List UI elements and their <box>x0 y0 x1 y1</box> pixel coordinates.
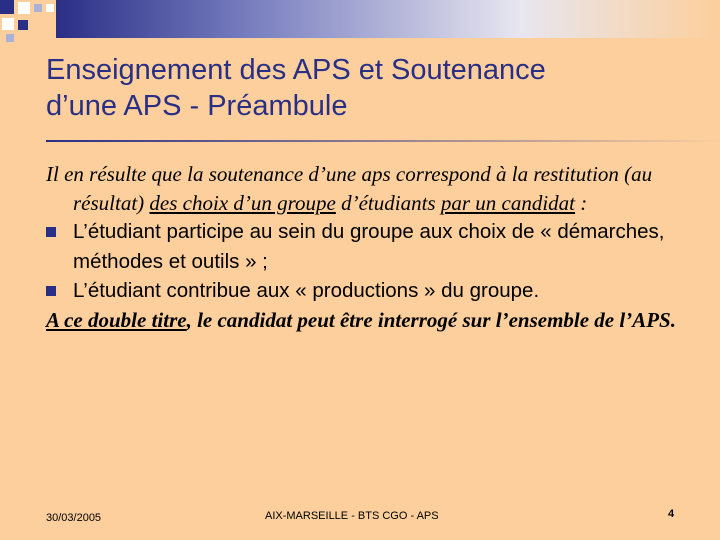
deco-square <box>34 4 42 12</box>
conclusion-underlined: A ce double titre <box>46 307 187 332</box>
bullet-item <box>46 217 706 276</box>
conclusion-paragraph <box>46 306 706 335</box>
intro-paragraph <box>46 160 706 217</box>
intro-underlined-1: des choix d’un groupe <box>149 190 336 215</box>
title-line-2: d’une APS - Préambule <box>46 90 348 122</box>
footer-center: AIX-MARSEILLE - BTS CGO - APS <box>265 510 439 522</box>
header-gradient-bar <box>56 0 720 38</box>
slide-title <box>46 52 706 124</box>
title-line-1: Enseignement des APS et Soutenance <box>46 54 546 86</box>
bullet-text: L’étudiant contribue aux « productions » du groupe. <box>73 279 540 302</box>
bullet-text: L’étudiant participe au sein du groupe aux choix de « démarches, méthodes et outils » ; <box>73 220 665 273</box>
footer-date: 30/03/2005 <box>46 512 102 524</box>
slide-body <box>46 160 706 334</box>
intro-text-2: d’étudiants <box>335 190 441 215</box>
deco-square <box>46 4 54 12</box>
conclusion-text: , le candidat peut être interrogé sur l’ensemble de l’APS. <box>186 307 676 332</box>
title-divider <box>46 140 720 142</box>
intro-text: Il en résulte que la soutenance d’une aps correspond à la restitution (au résultat) <box>46 162 653 215</box>
square-bullet-icon <box>46 227 56 237</box>
deco-square <box>2 18 14 30</box>
square-bullet-icon <box>46 286 56 296</box>
deco-square <box>18 20 28 30</box>
bullet-item <box>46 276 706 306</box>
deco-square <box>6 34 14 42</box>
deco-square <box>0 0 14 14</box>
intro-text-3: : <box>575 190 588 215</box>
intro-underlined-2: par un candidat <box>440 190 576 215</box>
deco-square <box>18 2 30 14</box>
footer-page-number: 4 <box>668 508 675 520</box>
